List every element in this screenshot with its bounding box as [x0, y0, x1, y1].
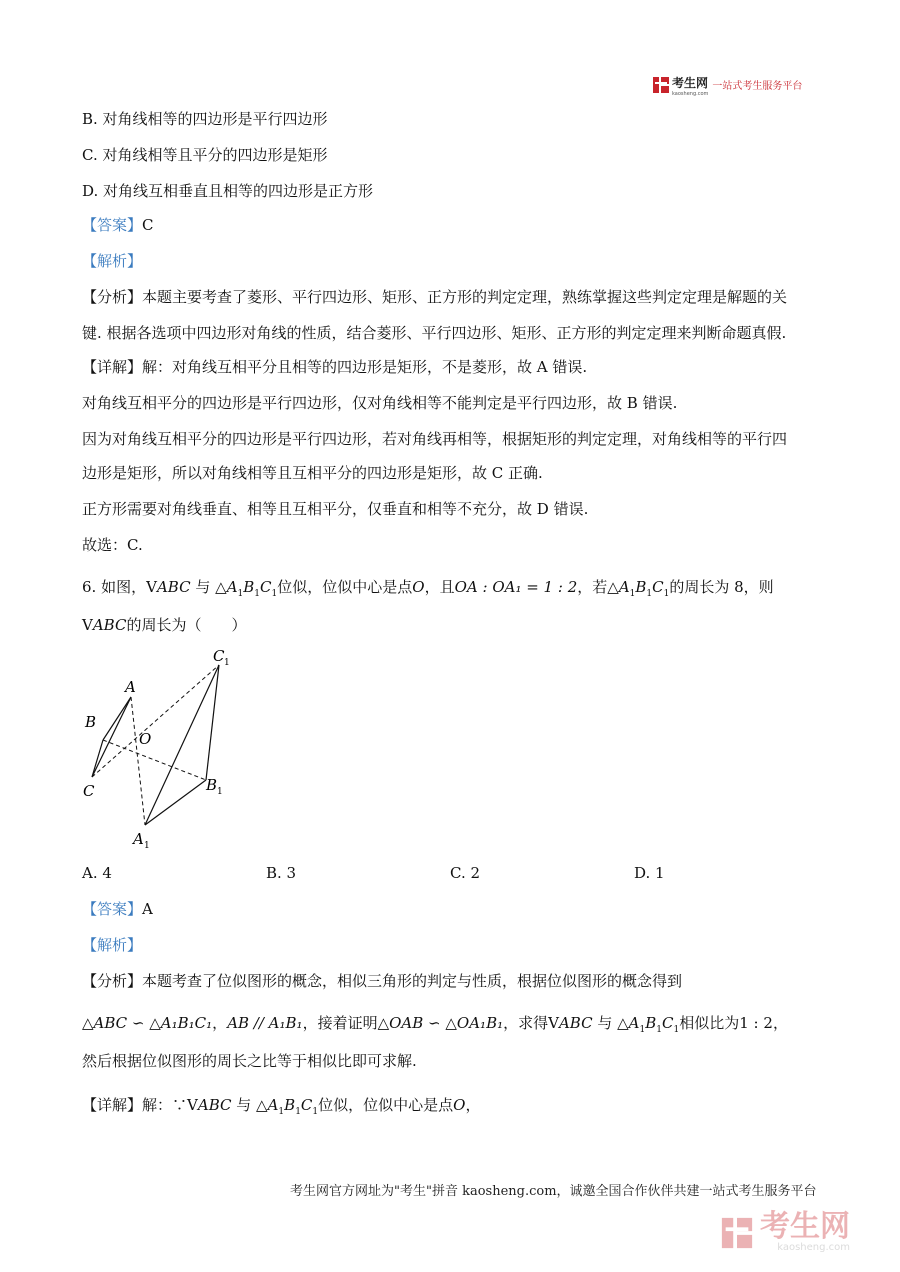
label-a: A	[125, 678, 136, 696]
kaosheng-logo-icon	[652, 76, 670, 94]
q5-line-d: 正方形需要对角线垂直、相等且互相平分，仅垂直和相等不充分，故 D 错误.	[82, 500, 589, 518]
similarity-1: △ABC ∽ △A₁B₁C₁	[82, 1014, 213, 1032]
q6-fenxi-2: △ABC ∽ △A₁B₁C₁，AB // A₁B₁，接着证明△OAB ∽ △OA₁B₁，求得VABC 与 $\triangle A_1B_1C_1$相似比为1 : 2，	[82, 1014, 788, 1035]
xiangjie-tag: 【详解】	[82, 358, 143, 376]
triangle-v-symbol: V	[548, 1014, 559, 1032]
triangle-a1b1c1: $\triangle A_1B_1C_1$	[215, 578, 278, 599]
triangle-v-symbol: V	[82, 616, 93, 634]
q5-line-b: 对角线互相平分的四边形是平行四边形，仅对角线相等不能判定是平行四边形，故 B 错误.	[82, 394, 678, 412]
page-footer: 考生网官方网址为"考生"拼音 kaosheng.com，诚邀全国合作伙伴共建一站式考生服务平台	[290, 1184, 817, 1199]
stem-text: 的周长为（ ）	[126, 616, 247, 634]
q6-analysis-heading	[82, 934, 142, 956]
fenxi-text: ，求得	[503, 1014, 549, 1032]
triangle-v-symbol: V	[187, 1096, 198, 1114]
dashed-a-a1	[131, 697, 145, 825]
label-a1-sub: 1	[144, 841, 150, 851]
brand-site: kaosheng.com	[672, 91, 709, 97]
fenxi-text-1: 本题主要考查了菱形、平行四边形、矩形、正方形的判定定理，熟练掌握这些判定定理是解题的关	[142, 288, 788, 306]
q5-xiangjie-1	[82, 356, 587, 378]
ratio-2: 1 : 2	[739, 1014, 773, 1032]
q5-answer	[82, 214, 154, 236]
xiangjie-text: 位似，位似中心是点	[318, 1096, 454, 1114]
segment-b1c1	[206, 665, 219, 780]
triangle-abc: ABC	[92, 616, 127, 634]
stem-text: ，若	[577, 578, 608, 596]
stem-text: 6. 如图，	[82, 578, 147, 596]
label-b1-sub: 1	[217, 787, 223, 797]
choice-a: A. 4	[82, 864, 112, 882]
label-o: O	[139, 730, 152, 748]
fenxi-tag: 【分析】	[82, 288, 143, 306]
q6-fenxi-1	[82, 970, 682, 992]
answer-value: C	[142, 216, 154, 234]
homothety-figure	[75, 640, 245, 855]
q6-answer	[82, 898, 153, 920]
fenxi-text-1: 本题考查了位似图形的概念，相似三角形的判定与性质，根据位似图形的概念得到	[142, 972, 683, 990]
q5-line-c2: 边形是矩形，所以对角线相等且互相平分的四边形是矩形，故 C 正确.	[82, 464, 543, 482]
xiangjie-text: 解：∵	[142, 1096, 188, 1114]
q5-analysis-heading	[82, 250, 142, 272]
dashed-b-b1	[103, 740, 206, 780]
q6-fenxi-3: 然后根据位似图形的周长之比等于相似比即可求解.	[82, 1052, 417, 1070]
watermark-text: 考生网	[760, 1209, 850, 1244]
analysis-tag: 【解析】	[82, 252, 143, 270]
brand-text	[670, 72, 708, 97]
segment-a1b1	[145, 780, 206, 825]
label-c1: C	[213, 647, 225, 665]
segment-ac	[92, 697, 131, 777]
stem-text: 与	[195, 578, 211, 596]
ratio: OA : OA₁ = 1 : 2	[454, 578, 578, 596]
label-b1: B	[206, 776, 218, 794]
label-b: B	[85, 713, 97, 731]
q5-line-c1: 因为对角线互相平分的四边形是平行四边形，若对角线再相等，根据矩形的判定定理，对角线相等的平行四	[82, 430, 788, 448]
answer-tag: 【答案】	[82, 900, 143, 918]
answer-tag: 【答案】	[82, 216, 143, 234]
q6-stem-1: 6. 如图，VABC 与 $\triangle A_1B_1C_1$位似，位似中心是点O，且OA : OA₁ = 1 : 2，若$\triangle A_1B_1C_1$的周长为 8，则	[82, 578, 774, 599]
label-c1-sub: 1	[224, 658, 230, 668]
choice-b: B. 3	[266, 864, 297, 882]
similarity-2: △OAB ∽ △OA₁B₁	[377, 1014, 504, 1032]
choice-d: D. 1	[634, 864, 665, 882]
segment-ab	[103, 697, 131, 740]
watermark-site: kaosheng.com	[777, 1242, 850, 1253]
watermark	[720, 1209, 850, 1253]
q5-fenxi-2: 键. 根据各选项中四边形对角线的性质，结合菱形、平行四边形、矩形、正方形的判定定理来判断命题真假.	[82, 324, 787, 342]
point-o: O	[453, 1096, 466, 1114]
q6-stem-2	[82, 614, 246, 636]
parallel-ab: AB // A₁B₁	[227, 1014, 303, 1032]
brand-slogan: 一站式考生服务平台	[712, 81, 803, 92]
stem-text: 的周长为 8，则	[669, 578, 774, 596]
xiangjie-text-1: 解：对角线互相平分且相等的四边形是矩形，不是菱形，故 A 错误.	[142, 358, 588, 376]
segment-a1c1	[145, 665, 219, 825]
triangle-abc: ABC	[197, 1096, 232, 1114]
analysis-tag: 【解析】	[82, 936, 143, 954]
choice-c: C. 2	[450, 864, 481, 882]
triangle-v-symbol: V	[146, 578, 157, 596]
q6-xiangjie-1: 【详解】解：∵VABC 与 $\triangle A_1B_1C_1$位似，位似中心是点O，	[82, 1096, 481, 1117]
option-d: D. 对角线互相垂直且相等的四边形是正方形	[82, 182, 374, 200]
q5-select: 故选：C.	[82, 536, 143, 554]
fenxi-text: 相似比为	[679, 1014, 740, 1032]
watermark-text-block	[754, 1209, 850, 1253]
option-c: C. 对角线相等且平分的四边形是矩形	[82, 146, 328, 164]
brand-name: 考生网	[672, 76, 709, 90]
q5-fenxi-1	[82, 286, 787, 308]
triangle-abc: ABC	[156, 578, 191, 596]
watermark-logo-icon	[720, 1216, 754, 1250]
xiangjie-tag: 【详解】	[82, 1096, 143, 1114]
fenxi-text: ，接着证明	[302, 1014, 378, 1032]
label-a1: A	[133, 830, 144, 848]
option-b: B. 对角线相等的四边形是平行四边形	[82, 110, 328, 128]
label-c: C	[83, 782, 95, 800]
fenxi-tag: 【分析】	[82, 972, 143, 990]
brand-header	[652, 72, 802, 97]
answer-value: A	[142, 900, 153, 918]
triangle-abc: ABC	[558, 1014, 593, 1032]
stem-text: ，且	[424, 578, 455, 596]
point-o: O	[412, 578, 425, 596]
stem-text: 位似，位似中心是点	[277, 578, 413, 596]
